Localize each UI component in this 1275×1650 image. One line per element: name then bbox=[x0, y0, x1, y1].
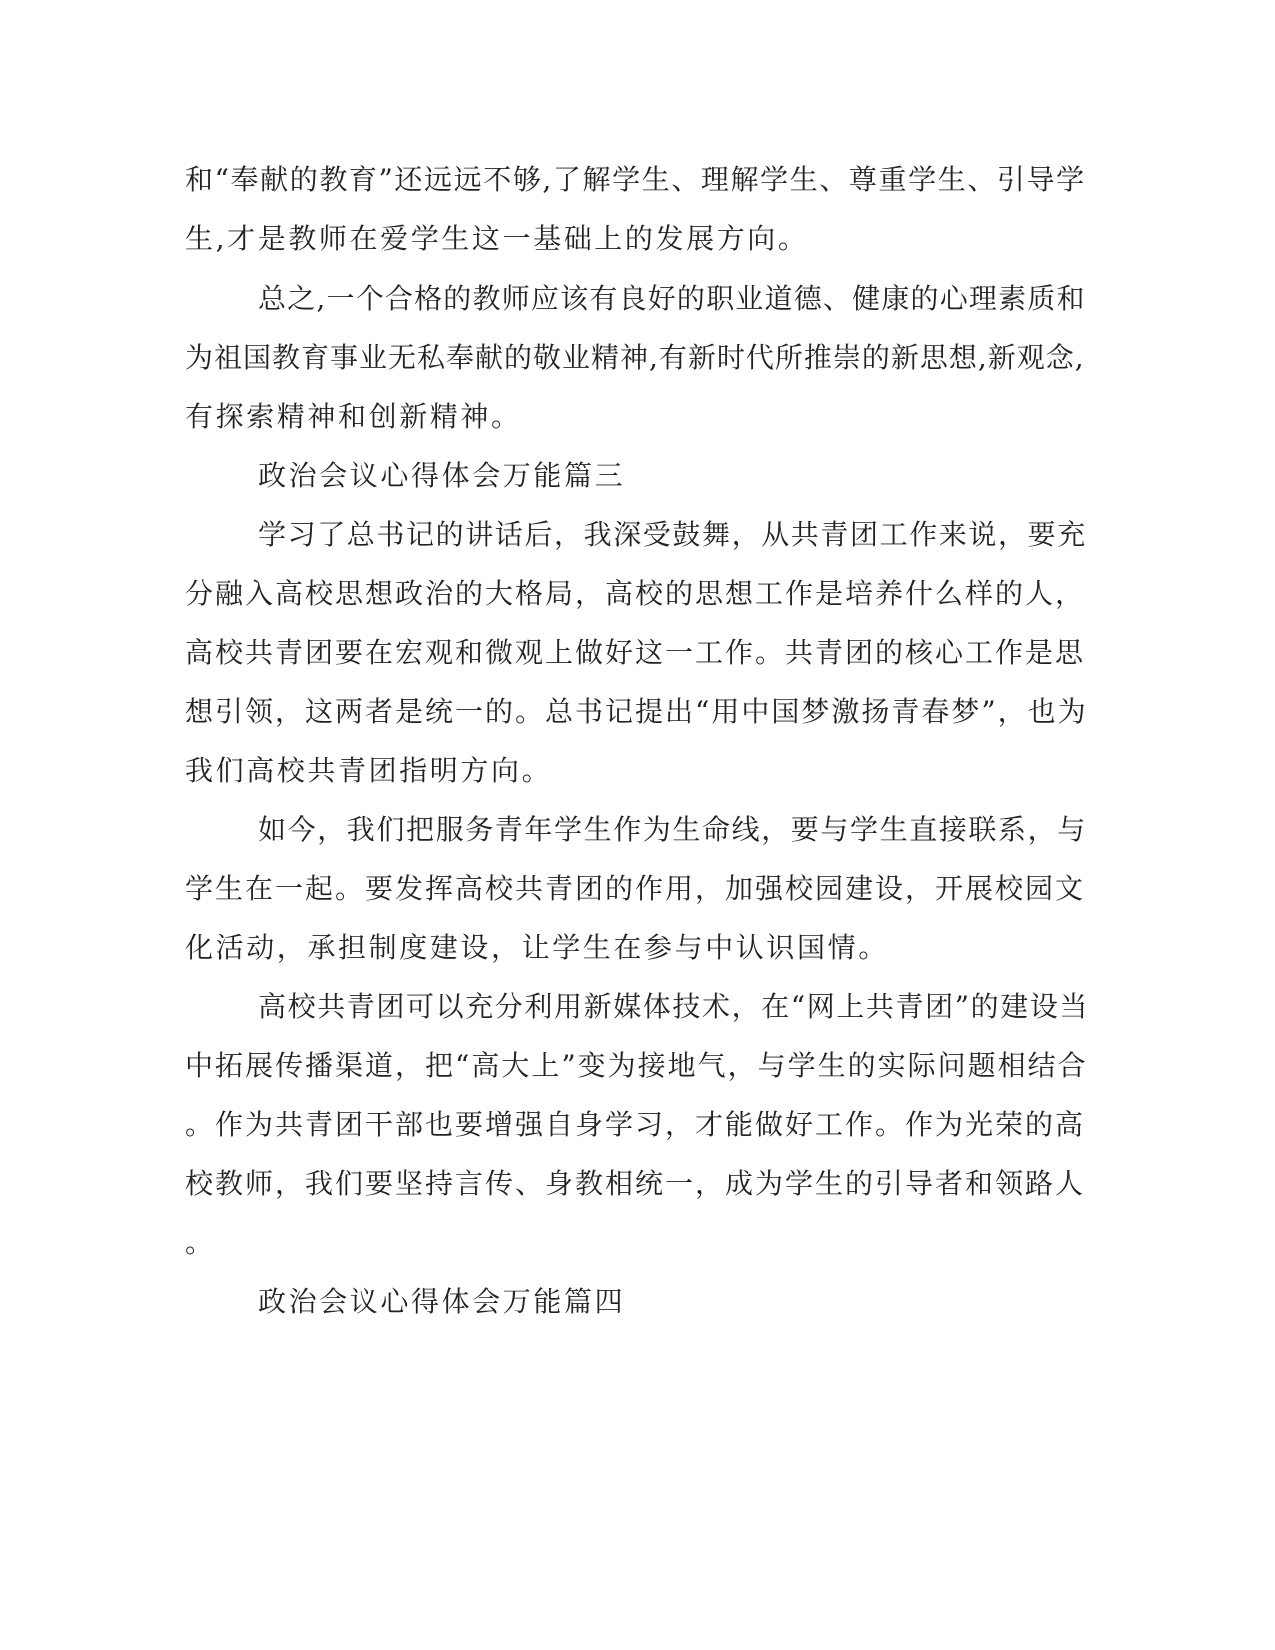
text-line: 我们高校共青团指明方向。 bbox=[185, 754, 553, 787]
paragraph-start-line: 如今，我们把服务青年学生作为生命线，要与学生直接联系，与 bbox=[258, 813, 1087, 846]
text-line: 校教师，我们要坚持言传、身教相统一，成为学生的引导者和领路人 bbox=[185, 1167, 1086, 1200]
paragraph-start-line: 学习了总书记的讲话后，我深受鼓舞，从共青团工作来说，要充 bbox=[258, 518, 1087, 551]
section-heading: 政治会议心得体会万能篇四 bbox=[258, 1285, 626, 1318]
text-line: 中拓展传播渠道，把“高大上”变为接地气，与学生的实际问题相结合 bbox=[185, 1049, 1088, 1082]
paragraph-start-line: 高校共青团可以充分利用新媒体技术，在“网上共青团”的建设当 bbox=[258, 990, 1090, 1023]
text-line: 生,才是教师在爱学生这一基础上的发展方向。 bbox=[185, 222, 809, 255]
text-line: 为祖国教育事业无私奉献的敬业精神,有新时代所推崇的新思想,新观念, bbox=[185, 341, 1085, 374]
text-line: 和“奉献的教育”还远远不够,了解学生、理解学生、尊重学生、引导学 bbox=[185, 163, 1086, 196]
paragraph-start-line: 总之,一个合格的教师应该有良好的职业道德、健康的心理素质和 bbox=[258, 282, 1086, 315]
text-line: 。 bbox=[185, 1226, 216, 1259]
text-line: 化活动，承担制度建设，让学生在参与中认识国情。 bbox=[185, 931, 889, 964]
text-line: 高校共青团要在宏观和微观上做好这一工作。共青团的核心工作是思 bbox=[185, 636, 1086, 669]
section-heading: 政治会议心得体会万能篇三 bbox=[258, 459, 626, 492]
text-line: 学生在一起。要发挥高校共青团的作用，加强校园建设，开展校园文 bbox=[185, 872, 1086, 905]
text-line: 想引领，这两者是统一的。总书记提出“用中国梦激扬青春梦”，也为 bbox=[185, 695, 1088, 728]
text-line: 分融入高校思想政治的大格局，高校的思想工作是培养什么样的人， bbox=[185, 577, 1086, 610]
text-line: 。作为共青团干部也要增强自身学习，才能做好工作。作为光荣的高 bbox=[185, 1108, 1086, 1141]
text-line: 有探索精神和创新精神。 bbox=[185, 400, 522, 433]
